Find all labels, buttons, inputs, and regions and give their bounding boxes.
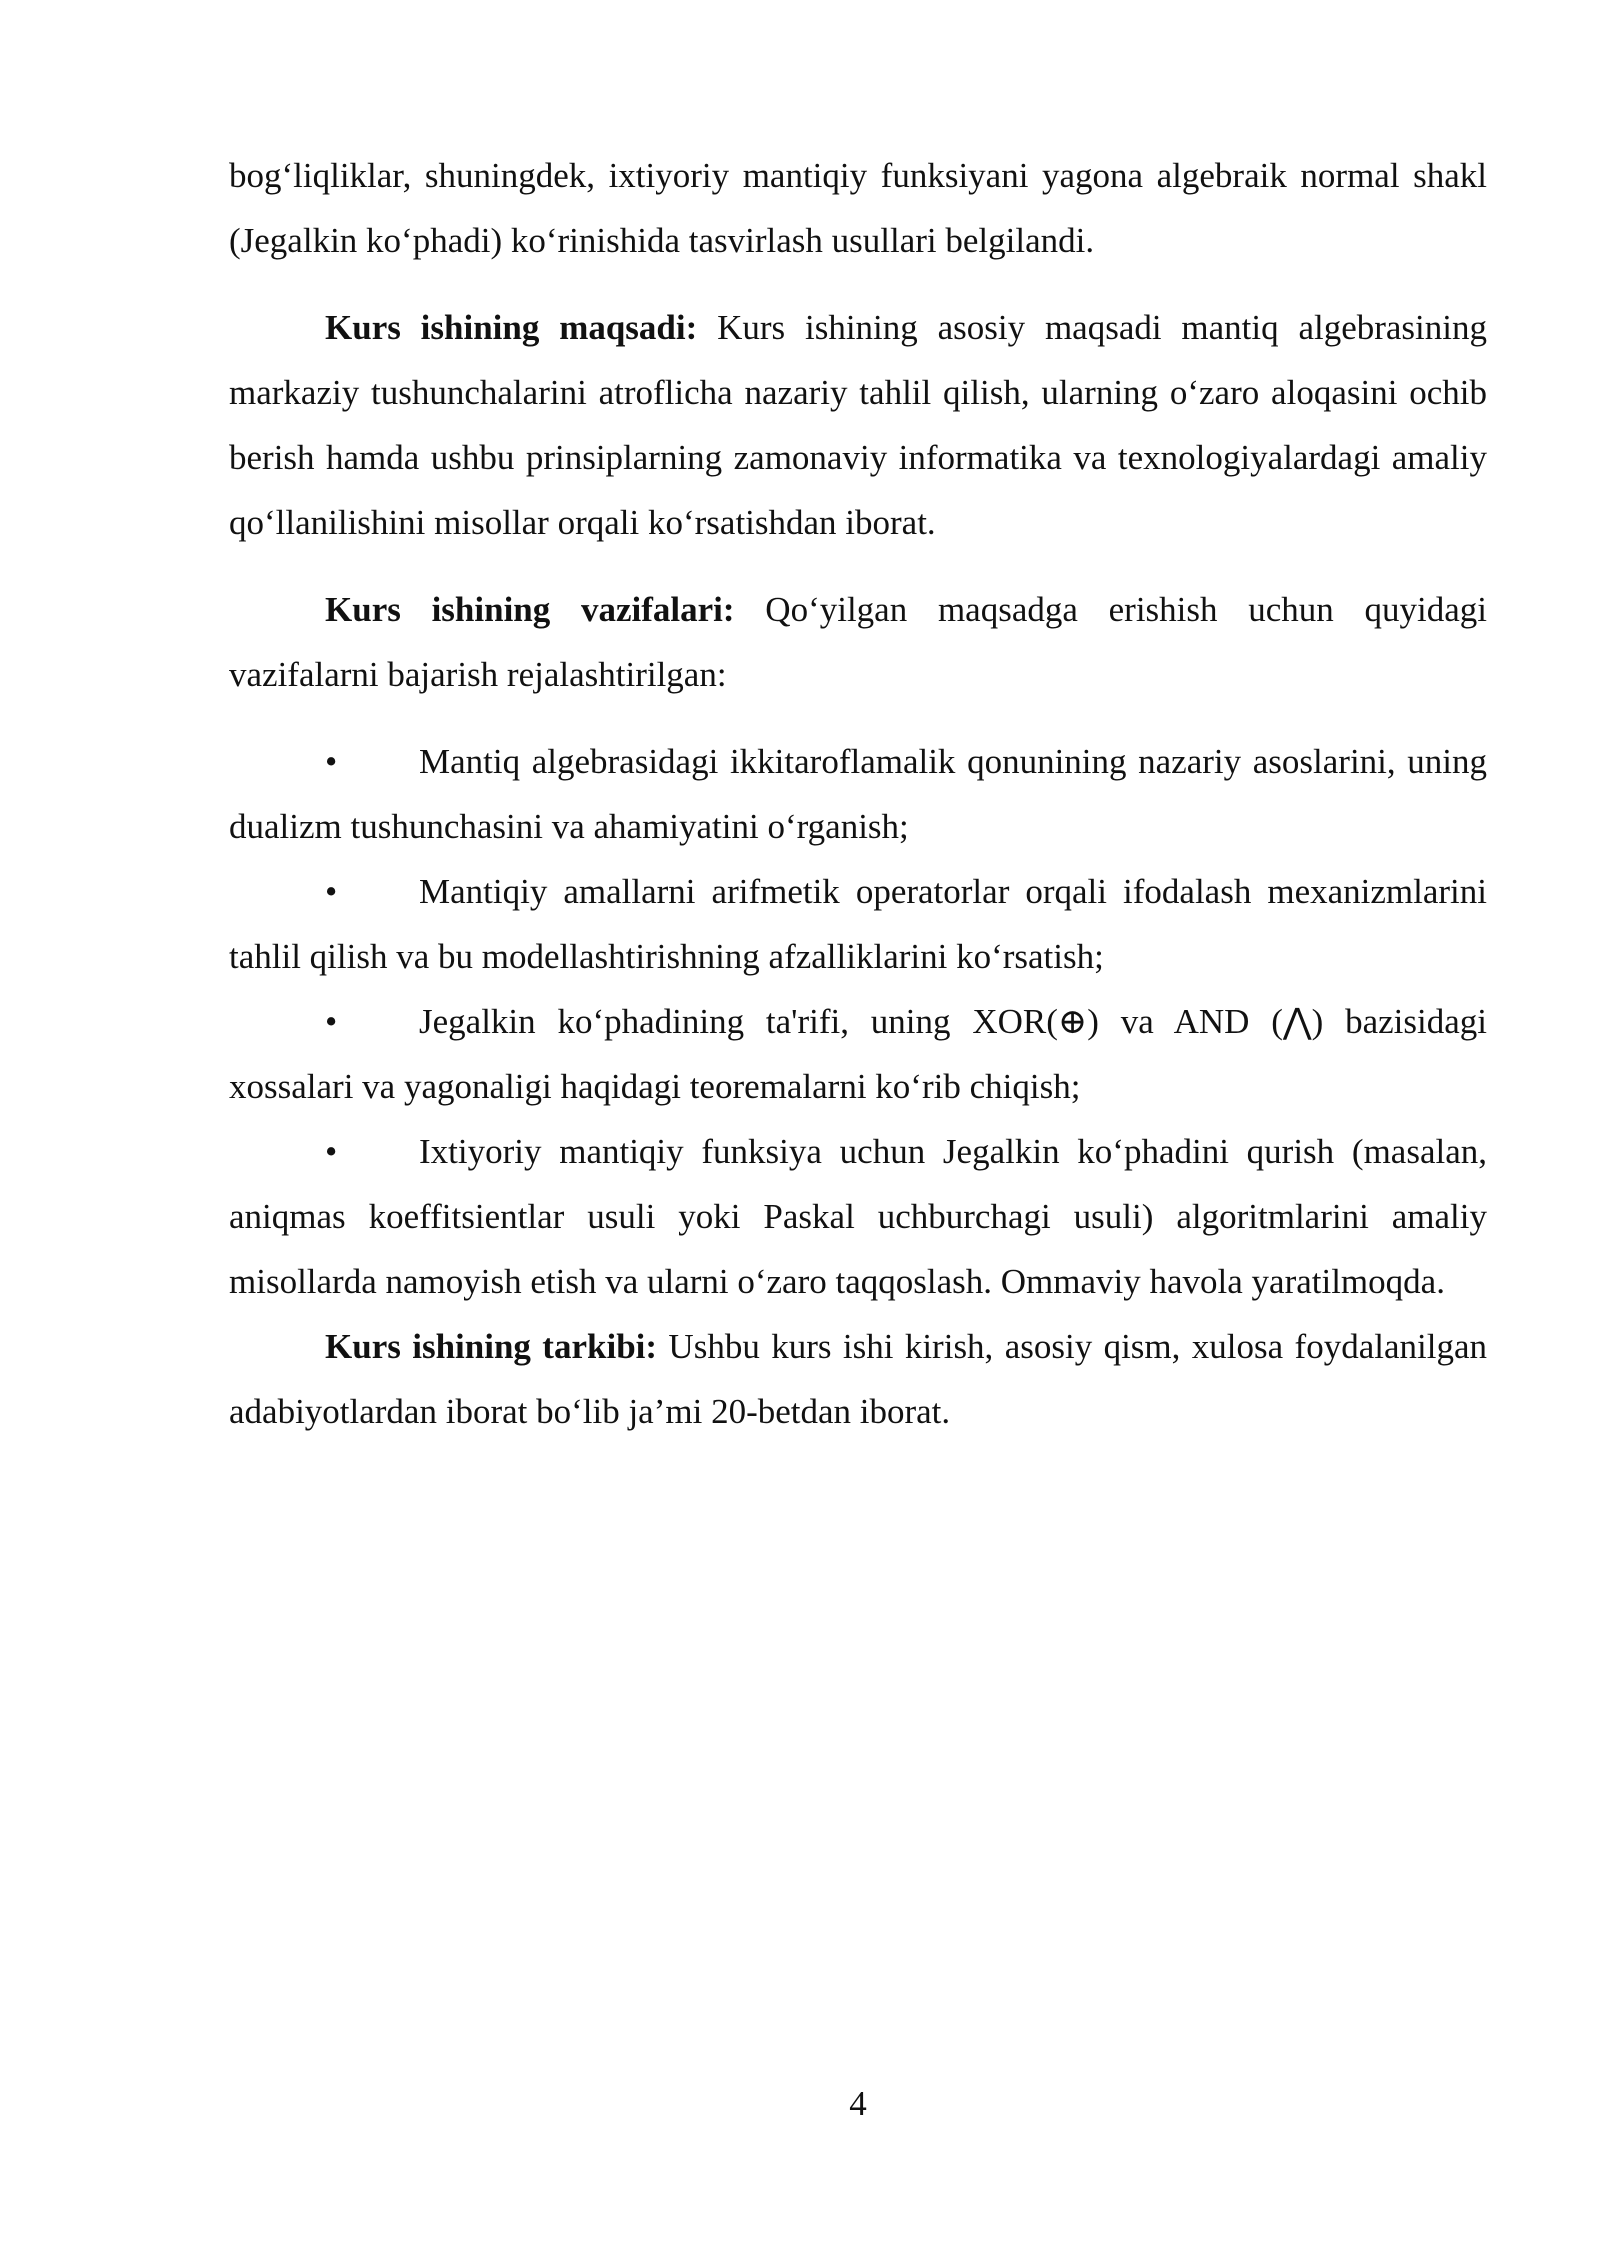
goal-paragraph: [229, 295, 1487, 555]
bullet-icon: •: [325, 1132, 338, 1171]
list-item: [229, 989, 1487, 1119]
list-item-text: Mantiq algebrasidagi ikkitaroflamalik qonunining nazariy asoslarini, uning dualizm tushunchasini va ahamiyatini o‘rganish;: [229, 742, 1487, 846]
document-body: [229, 143, 1487, 1444]
structure-text: Ushbu kurs ishi kirish, asosiy qism, xulosa foydalanilgan adabiyotlardan iborat bo‘lib ja’mi 20-betdan iborat.: [229, 1327, 1487, 1431]
tasks-label: Kurs ishining vazifalari:: [325, 590, 735, 629]
list-item: [229, 859, 1487, 989]
intro-continuation: bog‘liqliklar, shuningdek, ixtiyoriy mantiqiy funksiyani yagona algebraik normal shakl (Jegalkin ko‘phadi) ko‘rinishida tasvirlash usullari belgilandi.: [229, 156, 1487, 260]
list-item: [229, 729, 1487, 859]
tasks-paragraph: [229, 577, 1487, 707]
bullet-icon: •: [325, 872, 338, 911]
page-number: 4: [849, 2084, 867, 2123]
goal-text: Kurs ishining asosiy maqsadi mantiq algebrasining markaziy tushunchalarini atroflicha nazariy tahlil qilish, ularning o‘zaro aloqasini ochib berish hamda ushbu prinsiplarning zamonaviy informatika va texnologiyalardagi amaliy qo‘llanilishini misollar orqali ko‘rsatishdan iborat.: [229, 308, 1487, 542]
goal-label: Kurs ishining maqsadi:: [325, 308, 698, 347]
bullet-icon: •: [325, 1002, 338, 1041]
tasks-text: Qo‘yilgan maqsadga erishish uchun quyidagi vazifalarni bajarish rejalashtirilgan:: [229, 590, 1487, 694]
list-item-text: Mantiqiy amallarni arifmetik operatorlar orqali ifodalash mexanizmlarini tahlil qilish va bu modellashtirishning afzalliklarini ko‘rsatish;: [229, 872, 1487, 976]
structure-label: Kurs ishining tarkibi:: [325, 1327, 658, 1366]
structure-paragraph: [229, 1314, 1487, 1444]
list-item: [229, 1119, 1487, 1314]
bullet-icon: •: [325, 742, 338, 781]
tasks-list: [229, 729, 1487, 1314]
list-item-text: Jegalkin ko‘phadining ta'rifi, uning XOR(⊕) va AND (⋀) bazisidagi xossalari va yagonaligi haqidagi teoremalarni ko‘rib chiqish;: [229, 1002, 1487, 1106]
list-item-text: Ixtiyoriy mantiqiy funksiya uchun Jegalkin ko‘phadini qurish (masalan, aniqmas koeffitsientlar usuli yoki Paskal uchburchagi usuli) algoritmlarini amaliy misollarda namoyish etish va ularni o‘zaro taqqoslash. Ommaviy havola yaratilmoqda.: [229, 1132, 1487, 1301]
